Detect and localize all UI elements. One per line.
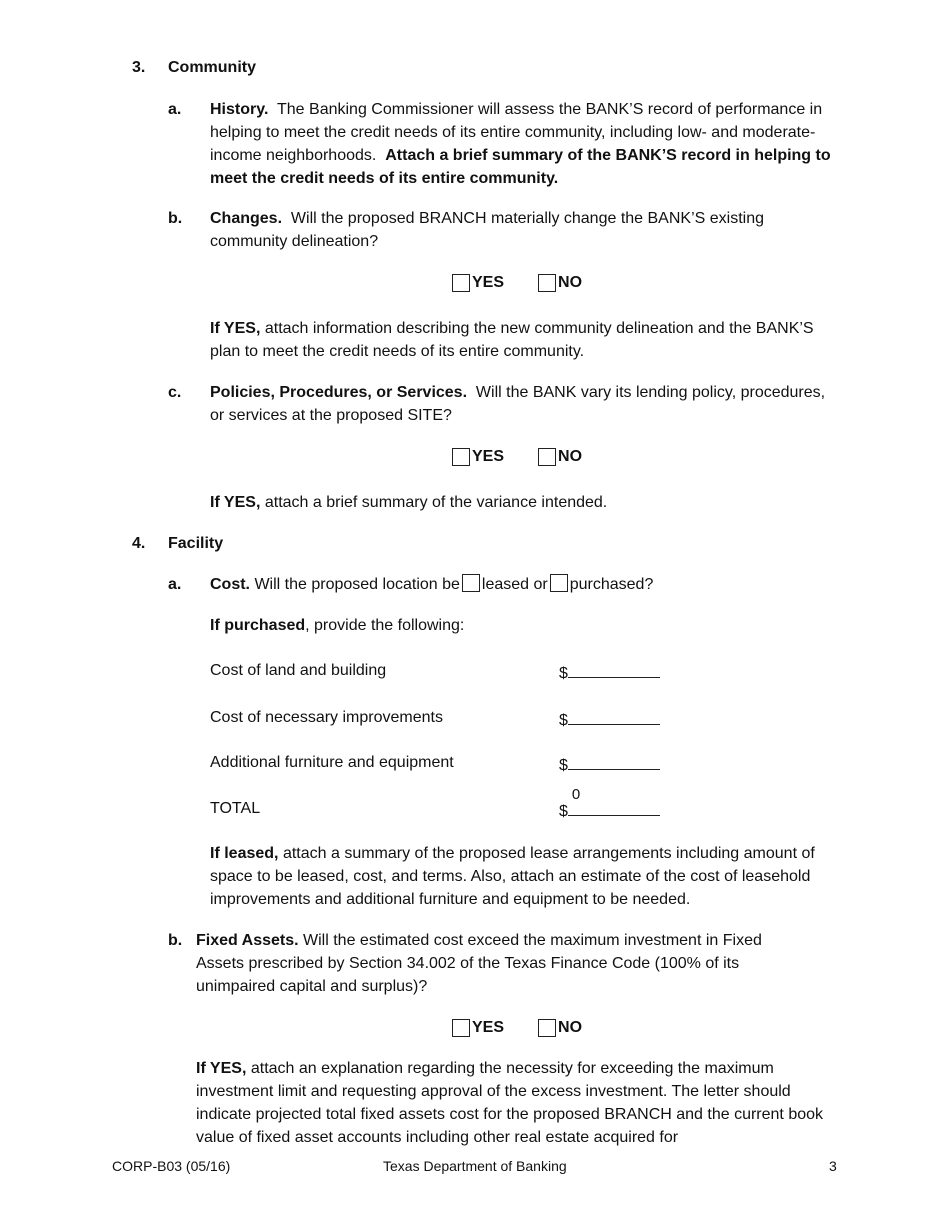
item-3c-text: Will the BANK vary its lending policy, procedures, or services at the proposed SITE? [210, 384, 826, 424]
item-3b-if-yes-label: If YES, [210, 320, 261, 337]
item-3c-if-yes [210, 491, 835, 514]
if-purchased-line [210, 614, 464, 637]
if-leased-text: attach a summary of the proposed lease arrangements including amount of space to be leased, cost, and terms. Also, attach an estimate of the cost of leasehold improvements and additional furniture and equipment to be needed. [210, 845, 815, 908]
item-4b-no-option[interactable] [538, 1016, 582, 1039]
dollar-sign: $ [559, 803, 568, 820]
item-3b-if-yes [210, 317, 835, 363]
item-3b-no-option[interactable] [538, 271, 582, 294]
item-3c-yes-option[interactable] [452, 445, 504, 468]
item-3c-policies [210, 381, 835, 427]
cost-row-land-field[interactable] [559, 659, 660, 685]
item-4b-fixed-assets [196, 929, 806, 998]
section-4-number: 4. [132, 535, 146, 552]
item-4b-text: Will the estimated cost exceed the maximum investment in Fixed Assets prescribed by Section 34.002 of the Texas Finance Code (100% of its unimpaired capital and surplus)? [196, 932, 762, 995]
section-4-title: Facility [168, 535, 224, 552]
item-3b-yes-option[interactable] [452, 271, 504, 294]
item-4b-if-yes-text: attach an explanation regarding the necessity for exceeding the maximum investment limit and requesting approval of the excess investment. The letter should indicate projected total fixed assets cost for the proposed BRANCH and the current book value of fixed asset accounts including other real estate acquired for [196, 1060, 824, 1146]
item-3b-yes-checkbox[interactable] [452, 274, 470, 292]
item-3b-text: Will the proposed BRANCH materially change the BANK’S existing community delineation? [210, 210, 764, 250]
item-4b-letter: b. [168, 932, 183, 949]
item-3a-text: The Banking Commissioner will assess the BANK’S record of performance in helping to meet the credit needs of its entire community, including low- and moderate- income neighborhoods. [210, 101, 823, 164]
footer-agency: Texas Department of Banking [383, 1158, 567, 1174]
land-cost-input[interactable] [568, 659, 660, 678]
footer-form-id: CORP-B03 (05/16) [112, 1158, 231, 1174]
purchased-checkbox[interactable] [550, 574, 568, 592]
leased-label: leased or [481, 576, 548, 593]
item-4a-text: Will the proposed location be [254, 576, 460, 593]
item-3a-letter: a. [168, 101, 182, 118]
item-3c-no-label: NO [558, 448, 583, 465]
cost-row-furniture-label: Additional furniture and equipment [210, 754, 454, 771]
total-cost-input[interactable] [568, 786, 660, 816]
dollar-sign: $ [559, 712, 568, 729]
item-4a-letter: a. [168, 576, 182, 593]
item-4b-choice [452, 1016, 616, 1039]
item-4b-yes-checkbox[interactable] [452, 1019, 470, 1037]
item-3c-if-yes-label: If YES, [210, 494, 261, 511]
item-3b-letter: b. [168, 210, 183, 227]
item-3c-letter: c. [168, 384, 182, 401]
item-4b-no-checkbox[interactable] [538, 1019, 556, 1037]
item-4b-yes-label: YES [472, 1019, 505, 1036]
item-3b-choice [452, 271, 616, 294]
cost-row-furniture-field[interactable] [559, 751, 660, 777]
item-3c-yes-label: YES [472, 448, 505, 465]
dollar-sign: $ [559, 665, 568, 682]
item-3c-if-yes-text: attach a brief summary of the variance intended. [264, 494, 608, 511]
item-4a-heading: Cost. [210, 576, 250, 593]
total-cost-value: 0 [571, 786, 581, 803]
item-4b-no-label: NO [558, 1019, 583, 1036]
purchased-label: purchased? [569, 576, 654, 593]
item-3b-if-yes-text: attach information describing the new community delineation and the BANK’S plan to meet the credit needs of its entire community. [210, 320, 814, 360]
cost-row-improvements-label: Cost of necessary improvements [210, 709, 443, 726]
item-3a-bold-text: Attach a brief summary of the BANK’S record in helping to meet the credit needs of its entire community. [210, 147, 831, 187]
item-3b-no-label: NO [558, 274, 583, 291]
item-3c-yes-checkbox[interactable] [452, 448, 470, 466]
item-3c-no-option[interactable] [538, 445, 582, 468]
section-3-number: 3. [132, 59, 146, 76]
item-4b-if-yes [196, 1057, 826, 1149]
improvements-cost-input[interactable] [568, 706, 660, 725]
item-4b-if-yes-label: If YES, [196, 1060, 247, 1077]
if-purchased-label: If purchased [210, 617, 306, 634]
section-3-title: Community [168, 59, 256, 76]
item-3a-history [210, 98, 835, 190]
item-4a-cost [210, 573, 850, 596]
dollar-sign: $ [559, 757, 568, 774]
if-purchased-text: , provide the following: [305, 617, 465, 634]
cost-row-total-field[interactable] [559, 786, 660, 823]
item-4b-heading: Fixed Assets. [196, 932, 299, 949]
item-3b-changes [210, 207, 835, 253]
item-4b-yes-option[interactable] [452, 1016, 504, 1039]
footer-page-number: 3 [829, 1158, 837, 1174]
item-3b-heading: Changes. [210, 210, 283, 227]
furniture-cost-input[interactable] [568, 751, 660, 770]
if-leased-label: If leased, [210, 845, 279, 862]
cost-row-improvements-field[interactable] [559, 706, 660, 732]
leased-checkbox[interactable] [462, 574, 480, 592]
item-3c-choice [452, 445, 616, 468]
item-3c-no-checkbox[interactable] [538, 448, 556, 466]
item-3c-heading: Policies, Procedures, or Services. [210, 384, 468, 401]
item-3a-heading: History. [210, 101, 269, 118]
if-leased-paragraph [210, 842, 840, 911]
item-3b-yes-label: YES [472, 274, 505, 291]
item-3b-no-checkbox[interactable] [538, 274, 556, 292]
cost-row-total-label: TOTAL [210, 800, 261, 817]
cost-row-land-label: Cost of land and building [210, 662, 387, 679]
